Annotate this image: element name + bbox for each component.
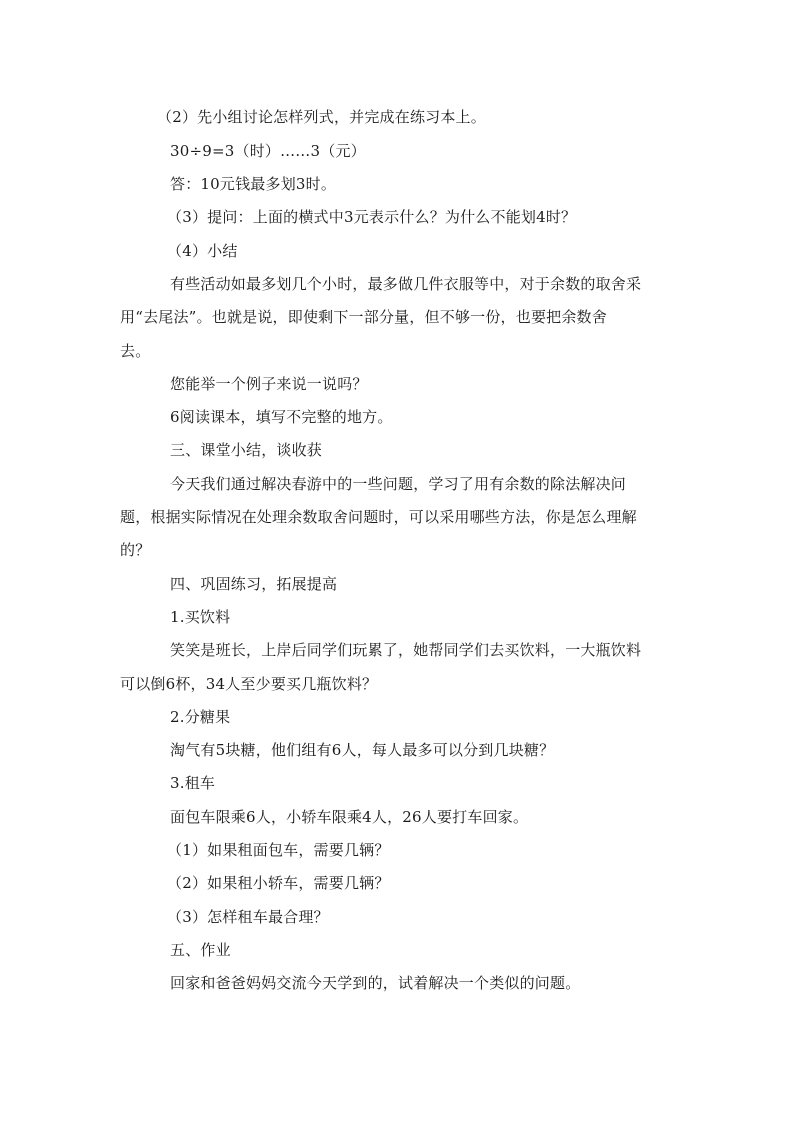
text-line: 30÷9=3（时）……3（元） [170,142,366,160]
text-line: 可以倒6杯，34人至少要买几瓶饮料？ [120,675,378,693]
text-line: 的？ [120,541,151,559]
text-line: （3）提问：上面的横式中3元表示什么？为什么不能划4时？ [167,208,577,226]
text-line: 题，根据实际情况在处理余数取舍问题时，可以采用哪些方法，你是怎么理解 [120,508,637,526]
text-line: 面包车限乘6人，小轿车限乘4人，26人要打车回家。 [170,808,529,826]
text-line: 您能举一个例子来说一说吗？ [170,375,368,393]
text-line: 有些活动如最多划几个小时，最多做几件衣服等中，对于余数的取舍采 [170,275,642,293]
text-line: 笑笑是班长，上岸后同学们玩累了，她帮同学们去买饮料，一大瓶饮料 [170,641,642,659]
text-line: 答：10元钱最多划3时。 [170,175,337,193]
text-line: 淘气有5块糖，他们组有6人，每人最多可以分到几块糖？ [170,741,555,759]
text-line: （4）小结 [167,242,238,260]
section-heading: 五、作业 [170,941,231,959]
text-line: 1.买饮料 [170,608,231,626]
section-heading: 四、巩固练习，拓展提高 [170,575,338,593]
text-line: 3.租车 [170,774,216,792]
text-line: （1）如果租面包车，需要几辆？ [167,841,390,859]
text-line: （2）如果租小轿车，需要几辆？ [167,874,390,892]
text-line: 6阅读课本，填写不完整的地方。 [170,408,393,426]
text-line: 回家和爸爸妈妈交流今天学到的，试着解决一个类似的问题。 [170,974,581,992]
text-line: （3）怎样租车最合理？ [167,908,329,926]
section-heading: 三、课堂小结，谈收获 [170,441,323,459]
text-line: 去。 [120,342,151,360]
text-line: 今天我们通过解决春游中的一些问题，学习了用有余数的除法解决问 [170,475,627,493]
text-line: 用“去尾法”。也就是说，即使剩下一部分量，但不够一份，也要把余数舍 [120,308,607,326]
text-line: （2）先小组讨论怎样列式，并完成在练习本上。 [157,108,486,126]
text-line: 2.分糖果 [170,708,231,726]
